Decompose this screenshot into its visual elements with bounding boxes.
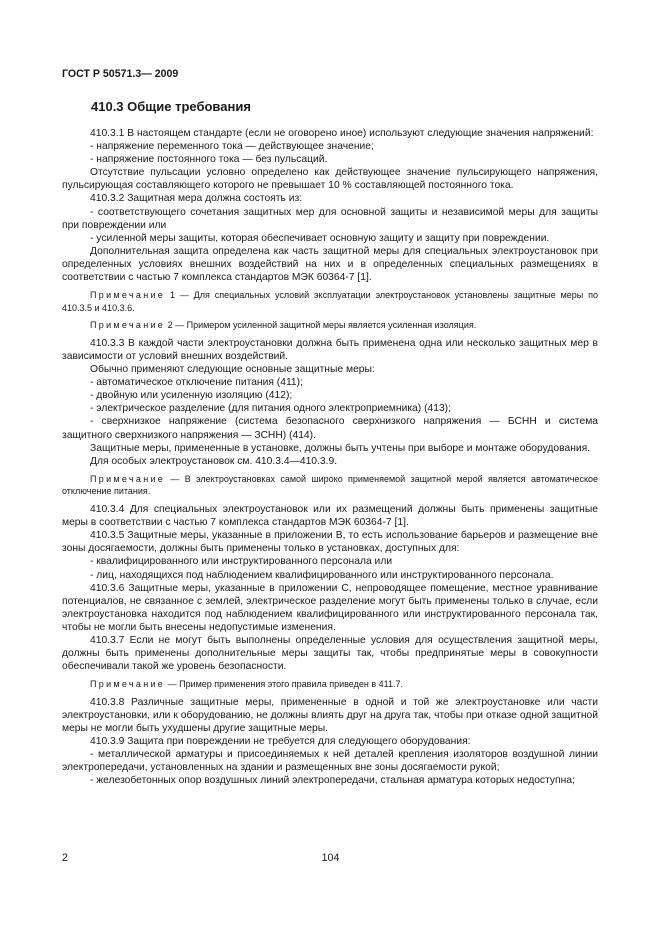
body-paragraph: Защитные меры, примененные в установке, должны быть учтены при выборе и монтаже оборудования. [90,442,591,454]
body-paragraph: Для особых электроустановок см. 410.3.4—410.3.9. [90,455,338,467]
document-body [62,127,598,788]
body-paragraph: 410.3.4 Для специальных электроустановок или их размещений должны быть применены защитные меры в соответствии с частью 7 комплекса стандартов МЭК 60364-7 [1]. [62,504,598,529]
note-text: 2 — Примером усиленной защитной меры является усиленная изоляция. [165,320,477,331]
body-paragraph: Дополнительная защита определена как часть защитной меры для специальных электроустановок при определенных условиях внешних воздействий на них и в определенных специальных размещениях в соответствии с частью 7 комплекса стандартов МЭК 60364-7 [1]. [62,245,598,284]
note-text: 1 — Для специальных условий эксплуатации электроустановок установлены защитные меры по 410.3.5 и 410.3.6. [62,290,598,313]
note-paragraph [62,678,598,691]
body-paragraph: 410.3.2 Защитная мера должна состоять из: [90,193,303,205]
page-number-center: 104 [321,852,340,864]
body-paragraph: 410.3.3 В каждой части электроустановки должна быть применена одна или несколько защитных мер в зависимости от условий внешних воздействий. [62,337,598,362]
body-paragraph: - автоматическое отключение питания (411); [90,377,303,389]
body-paragraph: - двойную или усиленную изоляцию (412); [90,390,293,402]
note-label: Примечание [90,320,166,331]
body-paragraph: - соответствующего сочетания защитных мер для основной защиты и независимой меры для защиты при повреждении или [62,206,598,231]
document-code: ГОСТ Р 50571.3— 2009 [62,68,179,80]
note-label: Примечание [90,679,166,690]
body-paragraph: - квалифицированного или инструктированного персонала или [90,556,393,568]
note-text: — Пример применения этого правила приведен в 411.7. [165,679,403,690]
note-text: — В электроустановках самой широко применяемой защитной мерой является автоматическое отключение питания. [62,473,598,497]
body-paragraph: - напряжение переменного тока — действующее значение; [90,141,374,153]
body-paragraph: 410.3.7 Если не могут быть выполнены определенные условия для осуществления защитной меры, должны быть применены дополнительные меры защиты так, чтобы предпринятые меры в совокупности обеспечивали такой же уровень безопасности. [62,634,598,673]
body-paragraph: 410.3.6 Защитные меры, указанные в приложении С, непроводящее помещение, местное уравнивание потенциалов, не связанное с землей, электрическое разделение могут быть применены только в случае, если электроустановка находится под наблюдением квалифицированного или инструктированного персонала так, чтобы не могли быть внесены недопустимые изменения. [62,582,598,633]
body-paragraph: - электрическое разделение (для питания одного электроприемника) (413); [90,403,451,415]
note-label: Примечание [90,290,166,301]
body-paragraph: Обычно применяют следующие основные защитные меры: [90,364,375,376]
body-paragraph: - усиленной меры защиты, которая обеспечивает основную защиту и защиту при повреждении. [90,232,550,244]
body-paragraph: - сверхнизкое напряжение (система безопасного сверхнизкого напряжения — БСНН и система защитного сверхнизкого напряжения — ЗСНН) (414). [62,416,598,441]
body-paragraph: 410.3.5 Защитные меры, указанные в приложении В, то есть использование барьеров и размещение вне зоны досягаемости, должны быть применены только в установках, доступных для: [62,530,598,555]
body-paragraph: - лиц, находящихся под наблюдением квалифицированного или инструктированного персонала. [90,569,554,581]
body-paragraph: 410.3.1 В настоящем стандарте (если не оговорено иное) используют следующие значения напряжений: [90,128,594,139]
page-number-left: 2 [62,852,68,864]
note-paragraph [62,319,598,332]
body-paragraph: - напряжение постоянного тока — без пульсаций. [90,154,328,166]
body-paragraph: Отсутствие пульсации условно определено как действующее значение пульсирующего напряжения, пульсирующая составляющего которого не превышает 10 % составляющей постоянного тока. [62,167,598,192]
body-paragraph: 410.3.9 Защита при повреждении не требуется для следующего оборудования: [90,736,471,748]
note-paragraph [62,289,598,314]
body-paragraph: - железобетонных опор воздушных линий электропередачи, стальная арматура которых недоступна; [90,775,575,787]
body-paragraph: 410.3.8 Различные защитные меры, примененные в одной и той же электроустановке или части электроустановки, или к оборудованию, не должны влиять друг на друга так, чтобы при отказе одной защитной меры не могли быть ухудшены другие защитные меры. [62,696,598,735]
note-paragraph [62,473,598,498]
note-label: Примечание [90,473,166,484]
body-paragraph: - металлической арматуры и присоединяемых к ней деталей крепления изоляторов воздушной линии электропередачи, установленных на здании и размещенных вне зоны досягаемости рукой; [62,749,598,774]
section-title: 410.3 Общие требования [91,99,251,114]
